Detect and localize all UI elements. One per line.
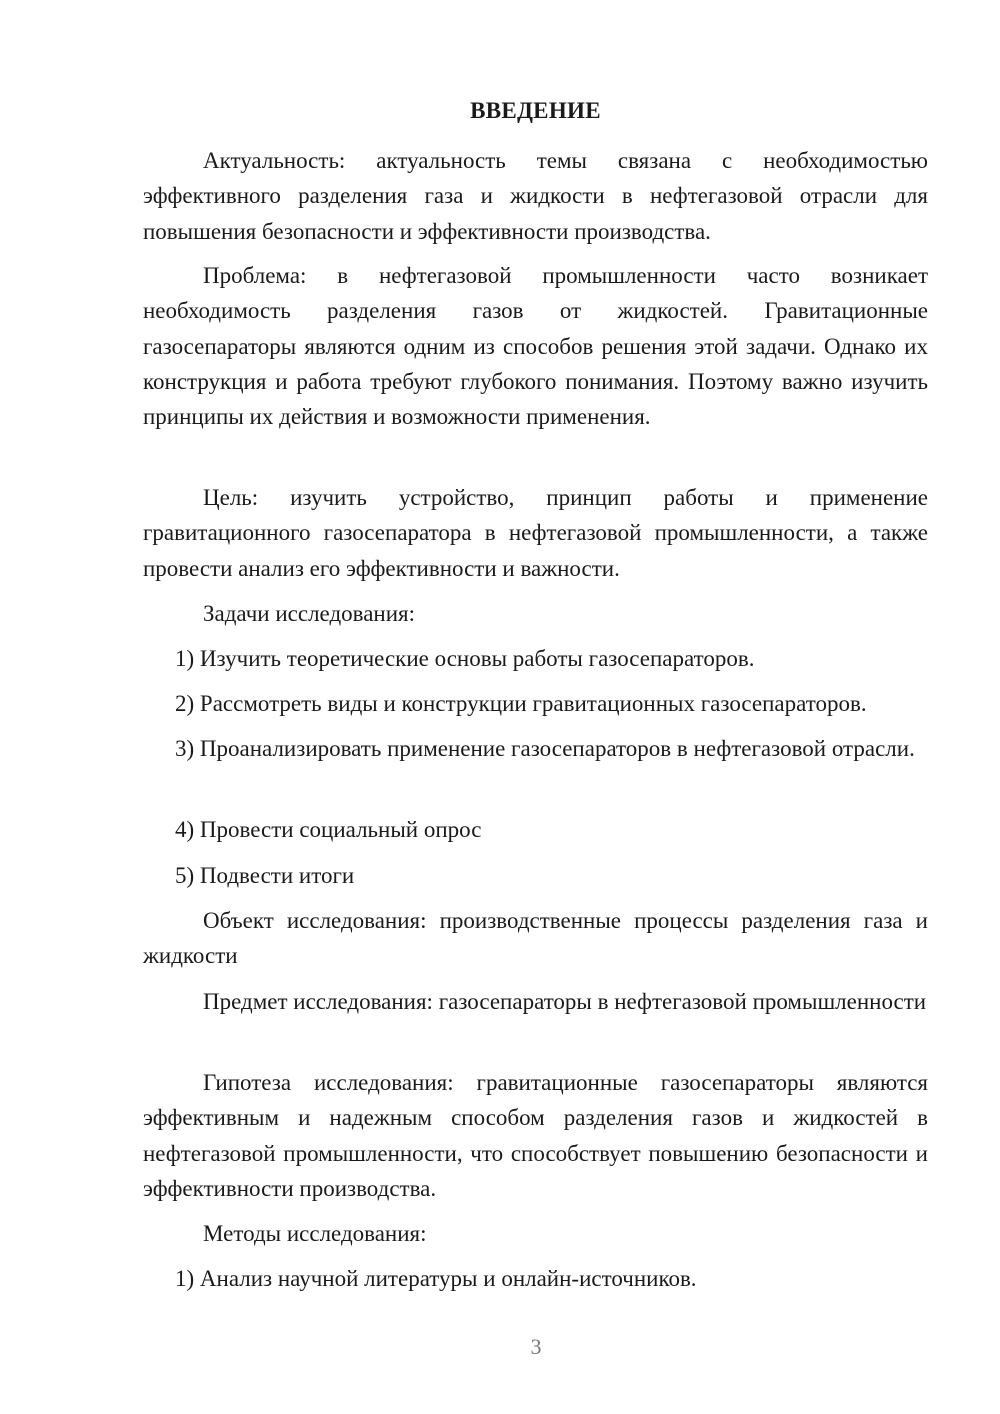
page-number: 3 [530,1334,542,1359]
paragraph-subject: Предмет исследования: газосепараторы в нефтегазовой промышленности [203,989,927,1014]
list-item-task-3: 3) Проанализировать применение газосепараторов в нефтегазовой отрасли. [175,736,915,761]
list-item-task-1: 1) Изучить теоретические основы работы газосепараторов. [175,646,755,671]
list-item-task-4: 4) Провести социальный опрос [175,817,482,842]
section-title: ВВЕДЕНИЕ [470,98,601,123]
list-item-task-2: 2) Рассмотреть виды и конструкции гравитационных газосепараторов. [175,691,867,716]
paragraph-tasks-heading: Задачи исследования: [203,601,416,626]
paragraph-methods-heading: Методы исследования: [203,1221,427,1246]
paragraph-problem: Проблема: в нефтегазовой промышленности часто возникает необходимость разделения газов от жидкостей. Гравитационные газосепараторы являются одним из способов решения этой задачи. Однако их конструкция и работа требуют глубокого понимания. Поэтому важно изучить принципы их действия и возможности применения. [143,263,928,430]
list-item-task-5: 5) Подвести итоги [175,863,355,888]
paragraph-goal: Цель: изучить устройство, принцип работы и применение гравитационного газосепаратора в нефтегазовой промышленности, а также провести анализ его эффективности и важности. [143,485,928,581]
list-item-method-1: 1) Анализ научной литературы и онлайн-источников. [175,1266,697,1291]
paragraph-object: Объект исследования: производственные процессы разделения газа и жидкости [143,908,928,969]
paragraph-hypothesis: Гипотеза исследования: гравитационные газосепараторы являются эффективным и надежным способом разделения газов и жидкостей в нефтегазовой промышленности, что способствует повышению безопасности и эффективности производства. [143,1070,928,1201]
paragraph-relevance: Актуальность: актуальность темы связана с необходимостью эффективного разделения газа и жидкости в нефтегазовой отрасли для повышения безопасности и эффективности производства. [143,148,928,244]
